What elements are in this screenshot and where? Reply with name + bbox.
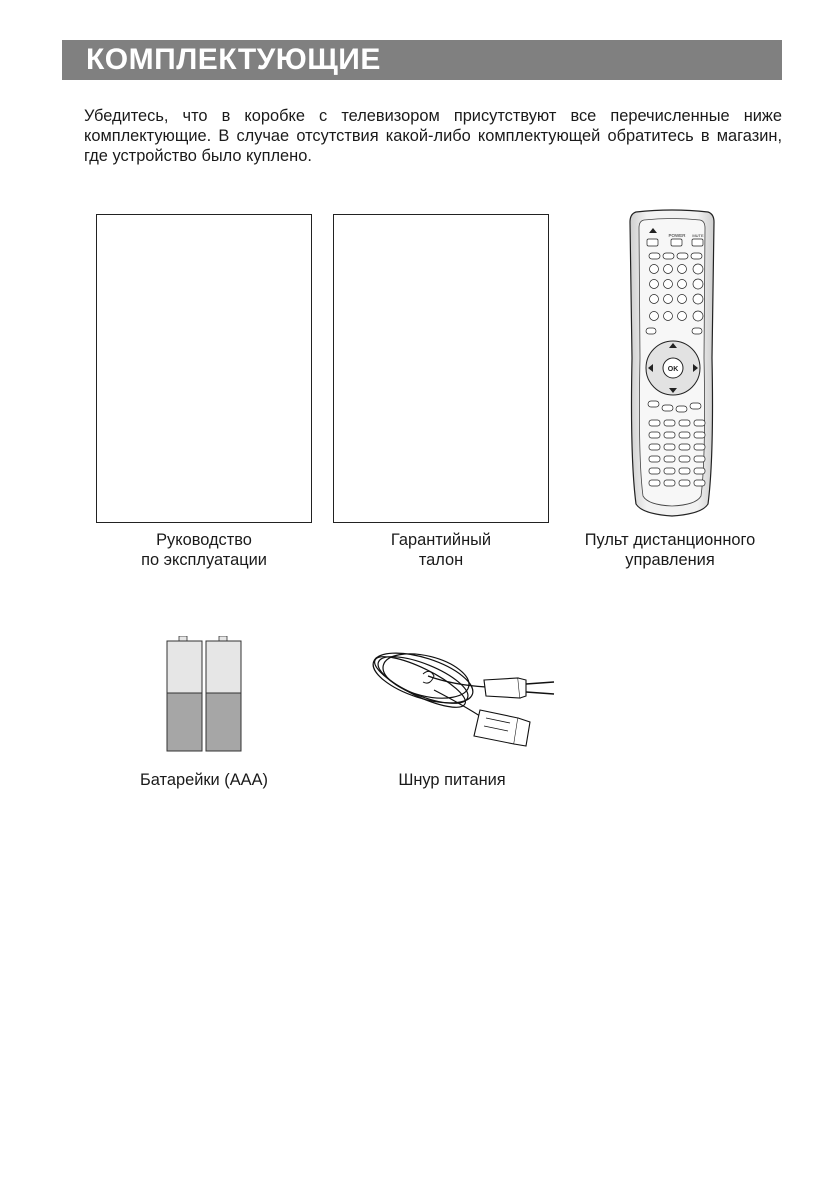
remote-button bbox=[664, 444, 675, 450]
remote-button bbox=[694, 468, 705, 474]
remote-button bbox=[679, 444, 690, 450]
manual-caption-line2: по эксплуатации bbox=[141, 551, 267, 569]
remote-button bbox=[649, 253, 660, 259]
page-title: КОМПЛЕКТУЮЩИЕ bbox=[86, 43, 381, 76]
power-cord-illustration bbox=[368, 640, 560, 752]
remote-button bbox=[664, 420, 675, 426]
remote-button bbox=[693, 279, 703, 289]
remote-button bbox=[649, 432, 660, 438]
remote-button bbox=[694, 444, 705, 450]
batteries-illustration bbox=[164, 636, 244, 756]
remote-button bbox=[694, 420, 705, 426]
remote-button bbox=[664, 480, 675, 486]
warranty-caption-line2: талон bbox=[418, 551, 464, 569]
remote-button bbox=[646, 328, 656, 334]
battery-left bbox=[167, 636, 202, 751]
remote-button bbox=[692, 328, 702, 334]
remote-button bbox=[694, 456, 705, 462]
remote-button bbox=[679, 456, 690, 462]
remote-button bbox=[677, 253, 688, 259]
remote-button bbox=[678, 312, 687, 321]
remote-button bbox=[662, 405, 673, 411]
manual-caption bbox=[96, 530, 312, 570]
section-title-bar bbox=[62, 40, 782, 80]
remote-button bbox=[649, 420, 660, 426]
remote-button bbox=[694, 480, 705, 486]
remote-button bbox=[679, 468, 690, 474]
remote-button bbox=[649, 480, 660, 486]
remote-button bbox=[664, 468, 675, 474]
remote-power-label: POWER bbox=[668, 233, 686, 238]
remote-button bbox=[664, 265, 673, 274]
remote-control-illustration bbox=[622, 208, 722, 520]
remote-button bbox=[693, 294, 703, 304]
remote-button bbox=[650, 265, 659, 274]
iec-connector bbox=[474, 710, 530, 746]
remote-button bbox=[690, 403, 701, 409]
manual-illustration bbox=[96, 214, 312, 523]
remote-caption-line1: Пульт дистанционного bbox=[584, 531, 756, 549]
remote-button bbox=[676, 406, 687, 412]
warranty-caption bbox=[333, 530, 549, 570]
remote-button bbox=[648, 401, 659, 407]
remote-button bbox=[693, 264, 703, 274]
remote-button bbox=[679, 480, 690, 486]
remote-button bbox=[678, 295, 687, 304]
remote-button bbox=[649, 444, 660, 450]
remote-button bbox=[664, 432, 675, 438]
remote-button bbox=[663, 253, 674, 259]
remote-button bbox=[664, 280, 673, 289]
power-icon bbox=[671, 239, 682, 246]
remote-button bbox=[650, 312, 659, 321]
remote-button bbox=[664, 312, 673, 321]
remote-ok-label: OK bbox=[667, 366, 679, 373]
remote-button bbox=[678, 265, 687, 274]
battery-right bbox=[206, 636, 241, 751]
remote-button bbox=[650, 295, 659, 304]
batteries-caption: Батарейки (AAA) bbox=[140, 771, 268, 789]
remote-caption-line2: управления bbox=[625, 551, 715, 569]
warranty-illustration bbox=[333, 214, 549, 523]
intro-paragraph: Убедитесь, что в коробке с телевизором присутствуют все перечисленные ниже комплектующие. В случае отсутствия какой-либо комплектующей обратитесь в магазин, где устройство было куплено. bbox=[84, 107, 782, 165]
remote-button bbox=[649, 468, 660, 474]
remote-button bbox=[679, 432, 690, 438]
remote-button bbox=[694, 432, 705, 438]
remote-button bbox=[691, 253, 702, 259]
mute-icon bbox=[692, 239, 703, 246]
remote-caption bbox=[562, 530, 778, 570]
remote-button bbox=[678, 280, 687, 289]
remote-button bbox=[664, 456, 675, 462]
manual-caption-line1: Руководство bbox=[156, 531, 252, 549]
remote-button bbox=[649, 456, 660, 462]
euro-plug bbox=[484, 678, 554, 698]
remote-button bbox=[664, 295, 673, 304]
remote-button bbox=[679, 420, 690, 426]
warranty-caption-line1: Гарантийный bbox=[390, 531, 492, 549]
cord-caption: Шнур питания bbox=[398, 771, 506, 789]
remote-button bbox=[650, 280, 659, 289]
remote-mute-label: MUTE bbox=[692, 233, 704, 238]
remote-button bbox=[693, 311, 703, 321]
